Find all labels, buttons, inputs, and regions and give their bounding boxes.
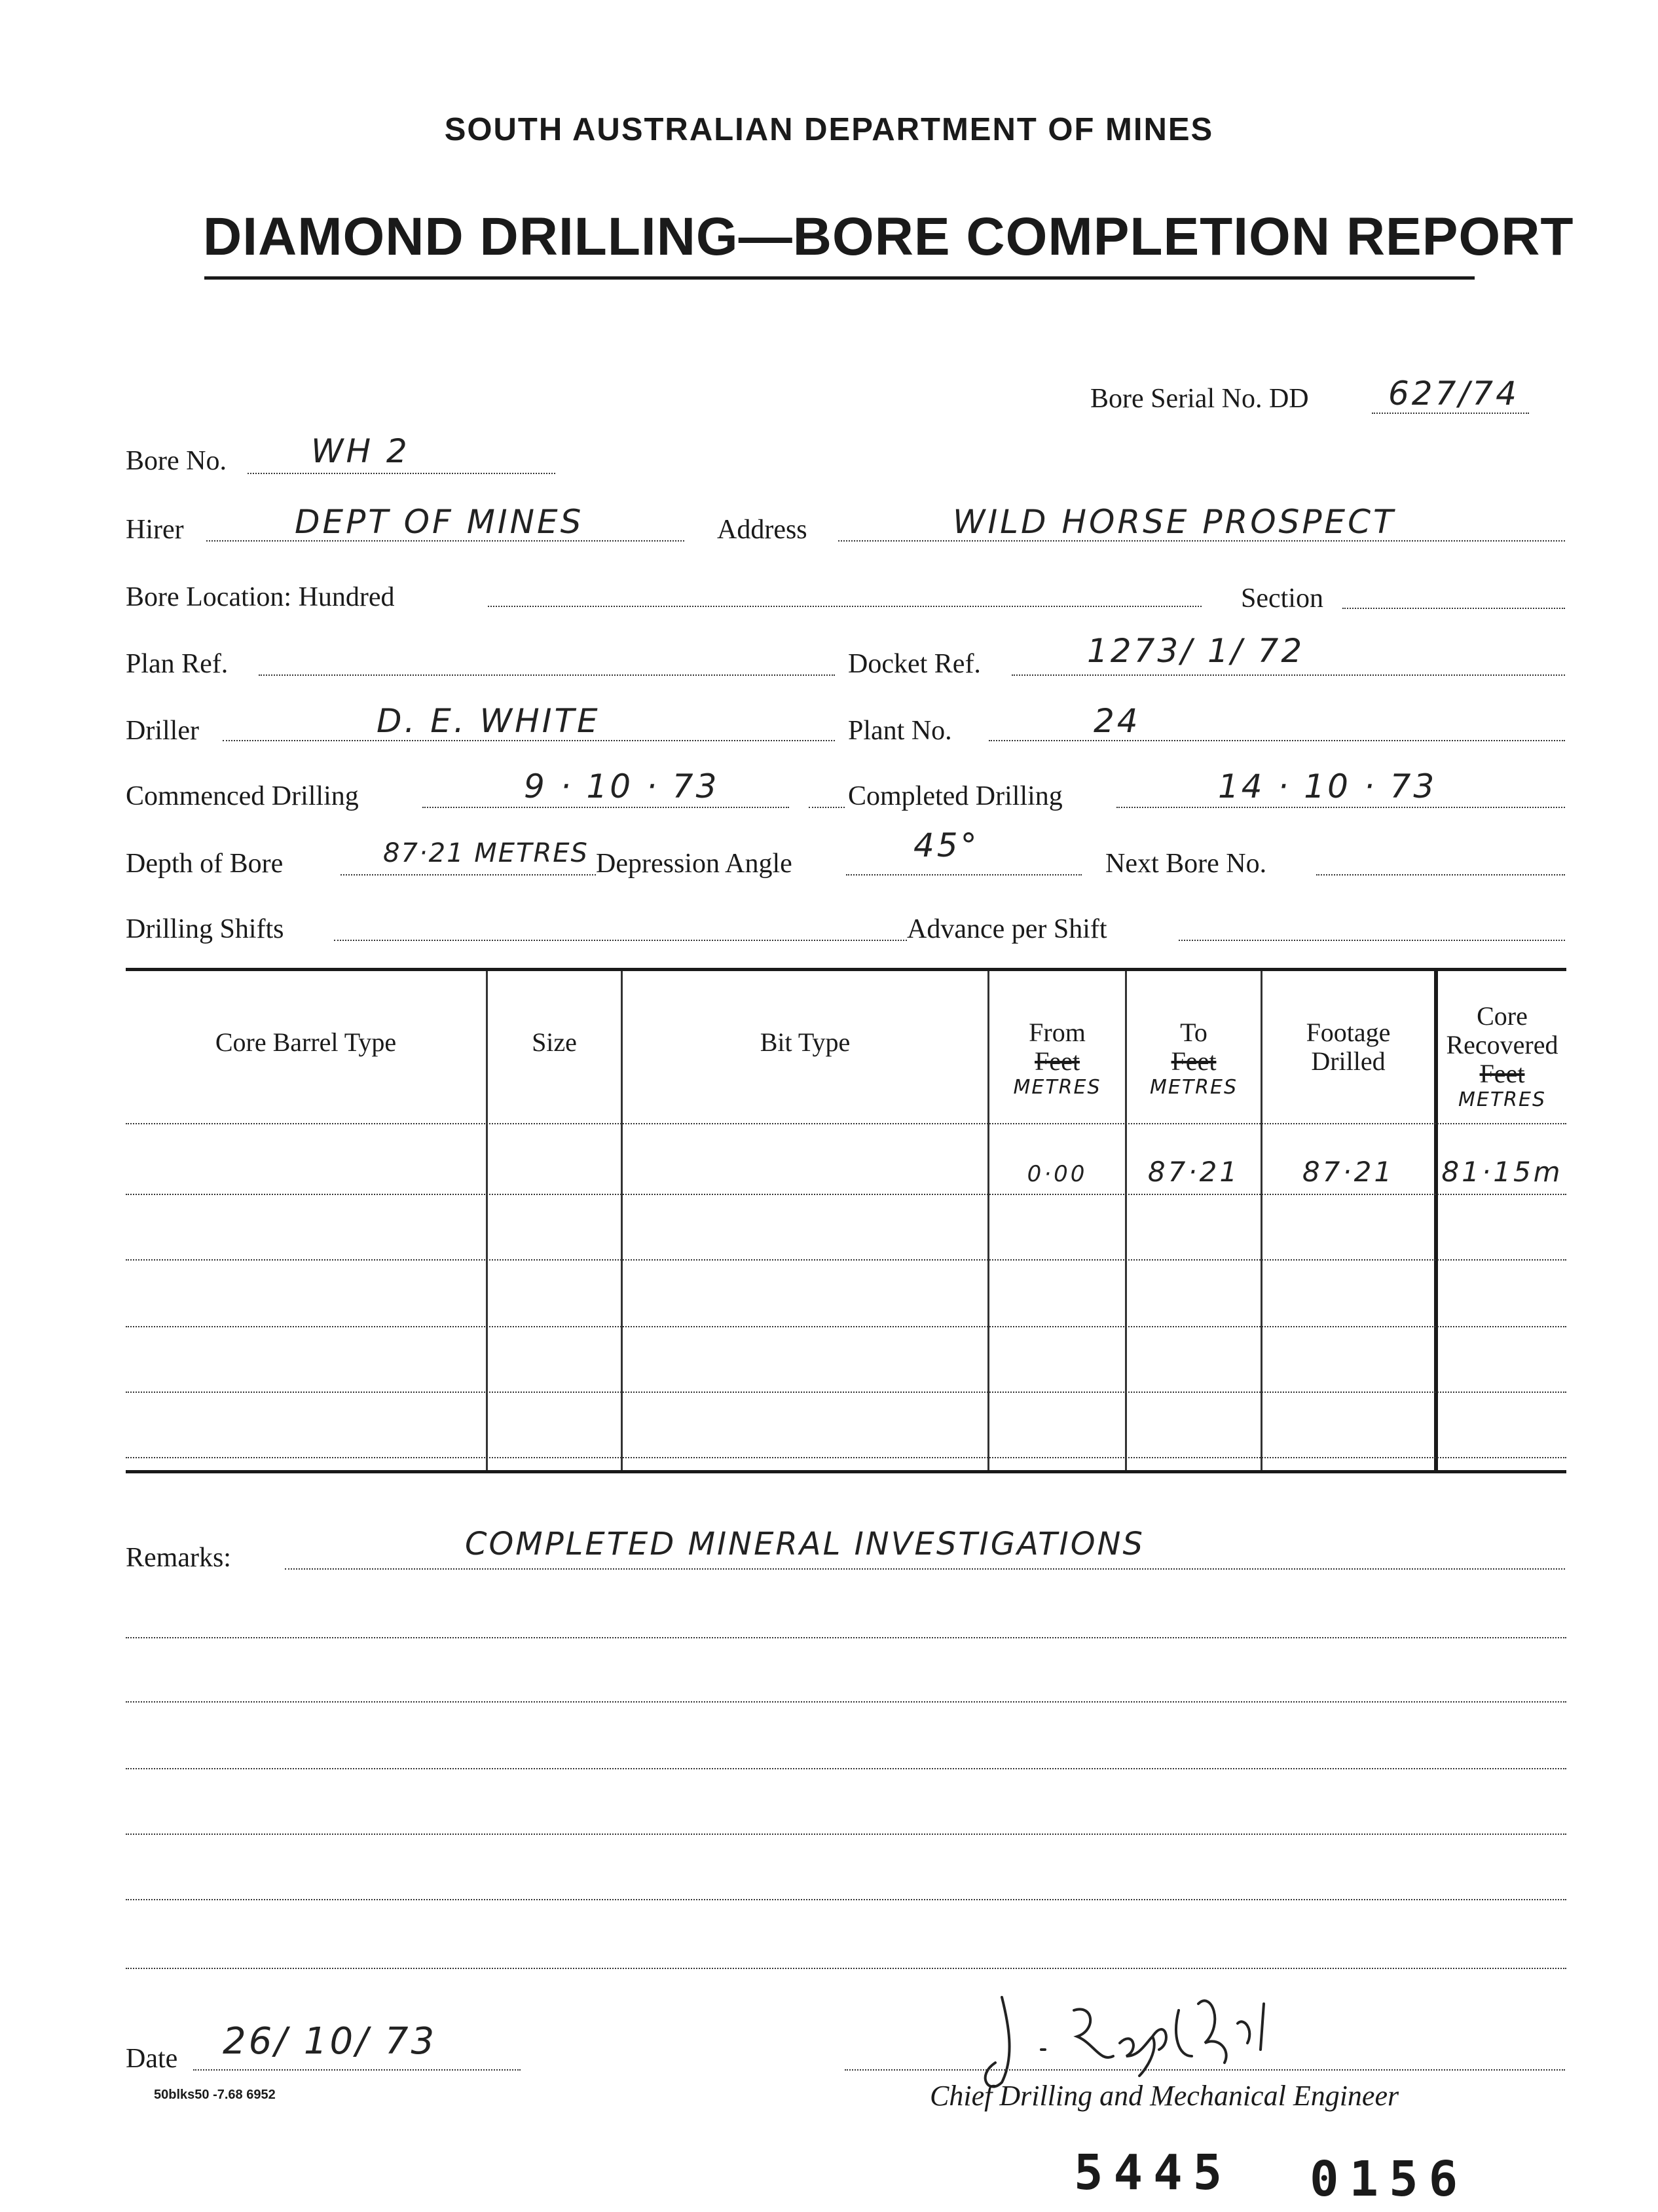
commenced-value: 9 · 10 · 73 — [524, 767, 720, 805]
hirer-label: Hirer — [126, 515, 184, 545]
commenced-line — [422, 807, 789, 808]
bore-no-value: WH 2 — [311, 432, 410, 470]
completed-line — [1116, 807, 1565, 808]
cell-core-recovered: 81·15m — [1441, 1156, 1563, 1188]
date-value: 26/ 10/ 73 — [223, 2020, 437, 2063]
driller-label: Driller — [126, 716, 199, 746]
col-header-core-unit: METRES — [1458, 1088, 1546, 1111]
commenced-label: Commenced Drilling — [126, 781, 359, 811]
col-header-core-barrel: Core Barrel Type — [215, 1027, 397, 1057]
depression-label: Depression Angle — [596, 849, 792, 879]
table-row-line — [126, 1457, 1566, 1458]
docket-ref-value: 1273/ 1/ 72 — [1087, 632, 1305, 670]
col-header-from-unit: METRES — [1013, 1076, 1101, 1099]
date-label: Date — [126, 2044, 178, 2074]
table-row-line — [126, 1392, 1566, 1393]
table-row-line — [126, 1123, 1566, 1124]
plant-no-label: Plant No. — [848, 716, 952, 746]
col-header-from-struck-unit: Feet — [1035, 1046, 1080, 1076]
section-label: Section — [1241, 583, 1323, 614]
serial-line — [1372, 413, 1529, 414]
col-header-from-label: From — [1029, 1018, 1086, 1047]
remarks-value: COMPLETED MINERAL INVESTIGATIONS — [465, 1526, 1145, 1562]
depression-value: 45° — [913, 826, 980, 864]
remarks-label: Remarks: — [126, 1543, 231, 1573]
department-heading: SOUTH AUSTRALIAN DEPARTMENT OF MINES — [444, 112, 1214, 147]
remarks-line — [126, 1968, 1566, 1969]
depth-line — [341, 874, 596, 876]
completed-label: Completed Drilling — [848, 781, 1063, 811]
advance-line — [1179, 940, 1565, 941]
report-title: DIAMOND DRILLING—BORE COMPLETION REPORT — [203, 207, 1574, 267]
depth-value: 87·21 METRES — [383, 838, 589, 868]
plant-no-line — [989, 740, 1565, 741]
table-bottom-rule — [126, 1470, 1566, 1473]
col-header-to — [1127, 1018, 1261, 1099]
remarks-line — [126, 1637, 1566, 1638]
col-header-bit-type: Bit Type — [760, 1027, 851, 1057]
cell-footage: 87·21 — [1302, 1156, 1395, 1188]
driller-value: D. E. WHITE — [377, 702, 600, 740]
table-top-rule — [126, 968, 1566, 971]
docket-ref-line — [1012, 674, 1565, 676]
remarks-line — [126, 1899, 1566, 1900]
depression-line — [846, 874, 1082, 876]
advance-label: Advance per Shift — [907, 914, 1107, 944]
depth-label: Depth of Bore — [126, 849, 284, 879]
col-header-from — [989, 1018, 1125, 1099]
col-header-core-struck-unit: Feet — [1479, 1059, 1525, 1088]
col-header-footage-line2: Drilled — [1311, 1046, 1386, 1076]
docket-ref-label: Docket Ref. — [848, 649, 981, 679]
col-header-core-line1: Core — [1477, 1001, 1528, 1031]
bore-no-label: Bore No. — [126, 446, 227, 476]
table-row — [126, 1156, 1566, 1195]
remarks-line — [126, 1834, 1566, 1835]
shifts-label: Drilling Shifts — [126, 914, 284, 944]
location-line — [488, 606, 1202, 607]
section-line — [1342, 608, 1565, 609]
col-header-to-label: To — [1180, 1018, 1207, 1047]
document-number-b: 0156 — [1310, 2151, 1469, 2207]
plant-no-value: 24 — [1094, 702, 1141, 740]
remarks-line — [285, 1568, 1565, 1570]
shifts-line — [334, 940, 907, 941]
remarks-line — [126, 1701, 1566, 1703]
signature-title: Chief Drilling and Mechanical Engineer — [930, 2080, 1399, 2112]
completed-value: 14 · 10 · 73 — [1218, 767, 1437, 805]
col-header-to-unit: METRES — [1149, 1076, 1238, 1099]
hirer-value: DEPT OF MINES — [295, 503, 584, 541]
signature-line — [845, 2069, 1565, 2071]
date-line — [193, 2069, 521, 2071]
address-value: WILD HORSE PROSPECT — [953, 503, 1396, 541]
plan-ref-label: Plan Ref. — [126, 649, 229, 679]
completed-lead-line — [809, 807, 845, 808]
print-code: 50blks50 -7.68 6952 — [154, 2088, 276, 2102]
col-header-core-recovered — [1438, 1002, 1566, 1111]
col-header-footage — [1262, 1018, 1434, 1076]
location-label: Bore Location: Hundred — [126, 582, 395, 612]
col-header-size: Size — [532, 1027, 577, 1057]
serial-label: Bore Serial No. DD — [1090, 384, 1309, 414]
driller-line — [223, 740, 835, 741]
col-header-core-line2: Recovered — [1446, 1030, 1558, 1060]
col-header-footage-line1: Footage — [1306, 1018, 1391, 1047]
document-number-a: 5445 — [1074, 2145, 1233, 2201]
address-label: Address — [717, 515, 807, 545]
bore-no-line — [248, 473, 555, 474]
cell-to: 87·21 — [1147, 1156, 1240, 1188]
remarks-line — [126, 1768, 1566, 1769]
next-bore-label: Next Bore No. — [1105, 849, 1267, 879]
col-header-to-struck-unit: Feet — [1171, 1046, 1217, 1076]
plan-ref-line — [259, 674, 835, 676]
table-row-line — [126, 1259, 1566, 1261]
table-row-line — [126, 1326, 1566, 1327]
serial-value: 627/74 — [1388, 375, 1519, 413]
title-underline — [204, 276, 1475, 280]
cell-from: 0·00 — [1027, 1161, 1088, 1187]
next-bore-line — [1316, 874, 1565, 876]
